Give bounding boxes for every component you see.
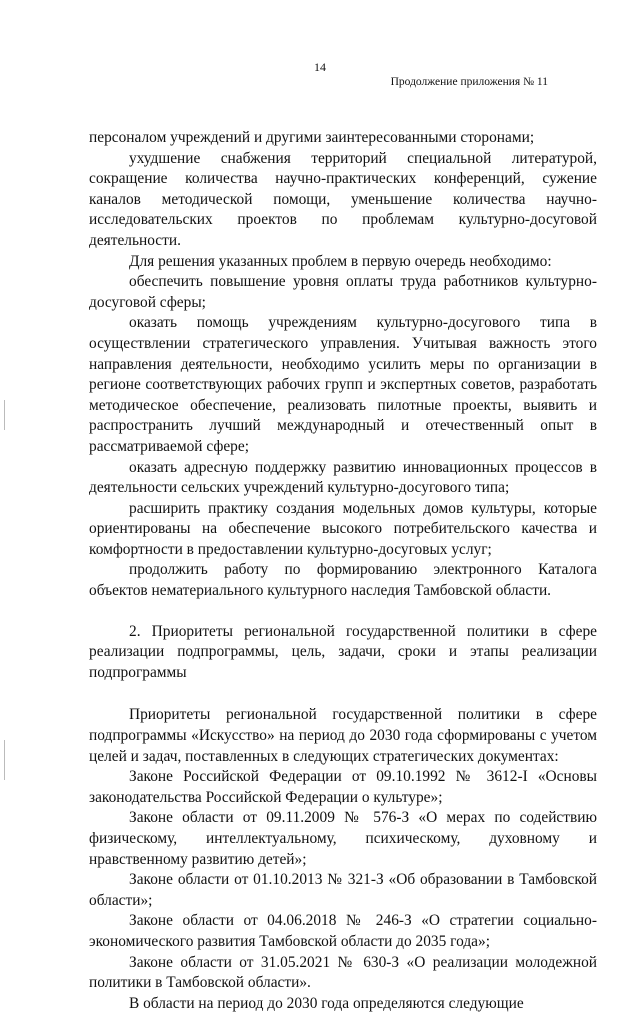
- paragraph: ухудшение снабжения территорий специальной литературой, сокращение количества научно-практических конференций, сужение каналов методической помощи, уменьшение количества научно-исследовательских проектов по проблемам культурно-досуговой деятельности.: [89, 149, 597, 249]
- section-heading: 2. Приоритеты региональной государственной политики в сфере реализации подпрограммы, цель, задачи, сроки и этапы реализации подпрограммы: [89, 622, 597, 681]
- paragraph: Законе области от 01.10.2013 № 321-З «Об образовании в Тамбовской области»;: [89, 871, 597, 909]
- paragraph: оказать адресную поддержку развитию инновационных процессов в деятельности сельских учреждений культурно-досугового типа;: [89, 458, 597, 497]
- paragraph: расширить практику создания модельных домов культуры, которые ориентированы на обеспечение высокого потребительского качества и комфортности в предоставлении культурно-досуговых услуг;: [89, 499, 597, 558]
- paragraph: Приоритеты региональной государственной политики в сфере подпрограммы «Искусство» на период до 2030 года сформированы с учетом целей и задач, поставленных в следующих стратегических документах:: [89, 706, 597, 765]
- section-spacer: [89, 683, 597, 705]
- paragraph: Законе области от 04.06.2018 № 246-З «О стратегии социально-экономического развития Тамбовской области до 2035 года»;: [89, 912, 597, 950]
- page-number: 14: [314, 60, 326, 74]
- appendix-label: Продолжение приложения № 11: [390, 76, 548, 88]
- paragraph: продолжить работу по формированию электронного Каталога объектов нематериального культурного наследия Тамбовской области.: [89, 561, 597, 600]
- scan-artifact: [4, 400, 5, 430]
- paragraph: Для решения указанных проблем в первую очередь необходимо:: [129, 252, 552, 270]
- paragraph: В области на период до 2030 года определяются следующие: [129, 994, 524, 1012]
- body-text: [89, 128, 597, 1014]
- paragraph: Законе области от 31.05.2021 № 630-З «О реализации молодежной политики в Тамбовской области».: [89, 953, 597, 992]
- paragraph: Законе области от 09.11.2009 № 576-З «О мерах по содействию физическому, интеллектуальному, психическому, духовному и нравственному развитию детей»;: [89, 809, 597, 868]
- scan-artifact: [4, 740, 5, 780]
- section-spacer: [89, 602, 597, 622]
- paragraph: обеспечить повышение уровня оплаты труда работников культурно-досуговой сферы;: [89, 273, 597, 311]
- paragraph: персоналом учреждений и другими заинтересованными сторонами;: [89, 129, 535, 146]
- paragraph: оказать помощь учреждениям культурно-досугового типа в осуществлении стратегического управления. Учитывая важность этого направления деятельности, необходимо усилить меры по организации в регионе соответствующих рабочих групп и экспертных советов, разработать методическое обеспечение, реализовать пилотные проекты, выявить и распространить лучший международный и отечественный опыт в рассматриваемой сфере;: [89, 314, 597, 455]
- paragraph: Законе Российской Федерации от 09.10.1992 № 3612-I «Основы законодательства Российской Федерации о культуре»;: [89, 768, 597, 806]
